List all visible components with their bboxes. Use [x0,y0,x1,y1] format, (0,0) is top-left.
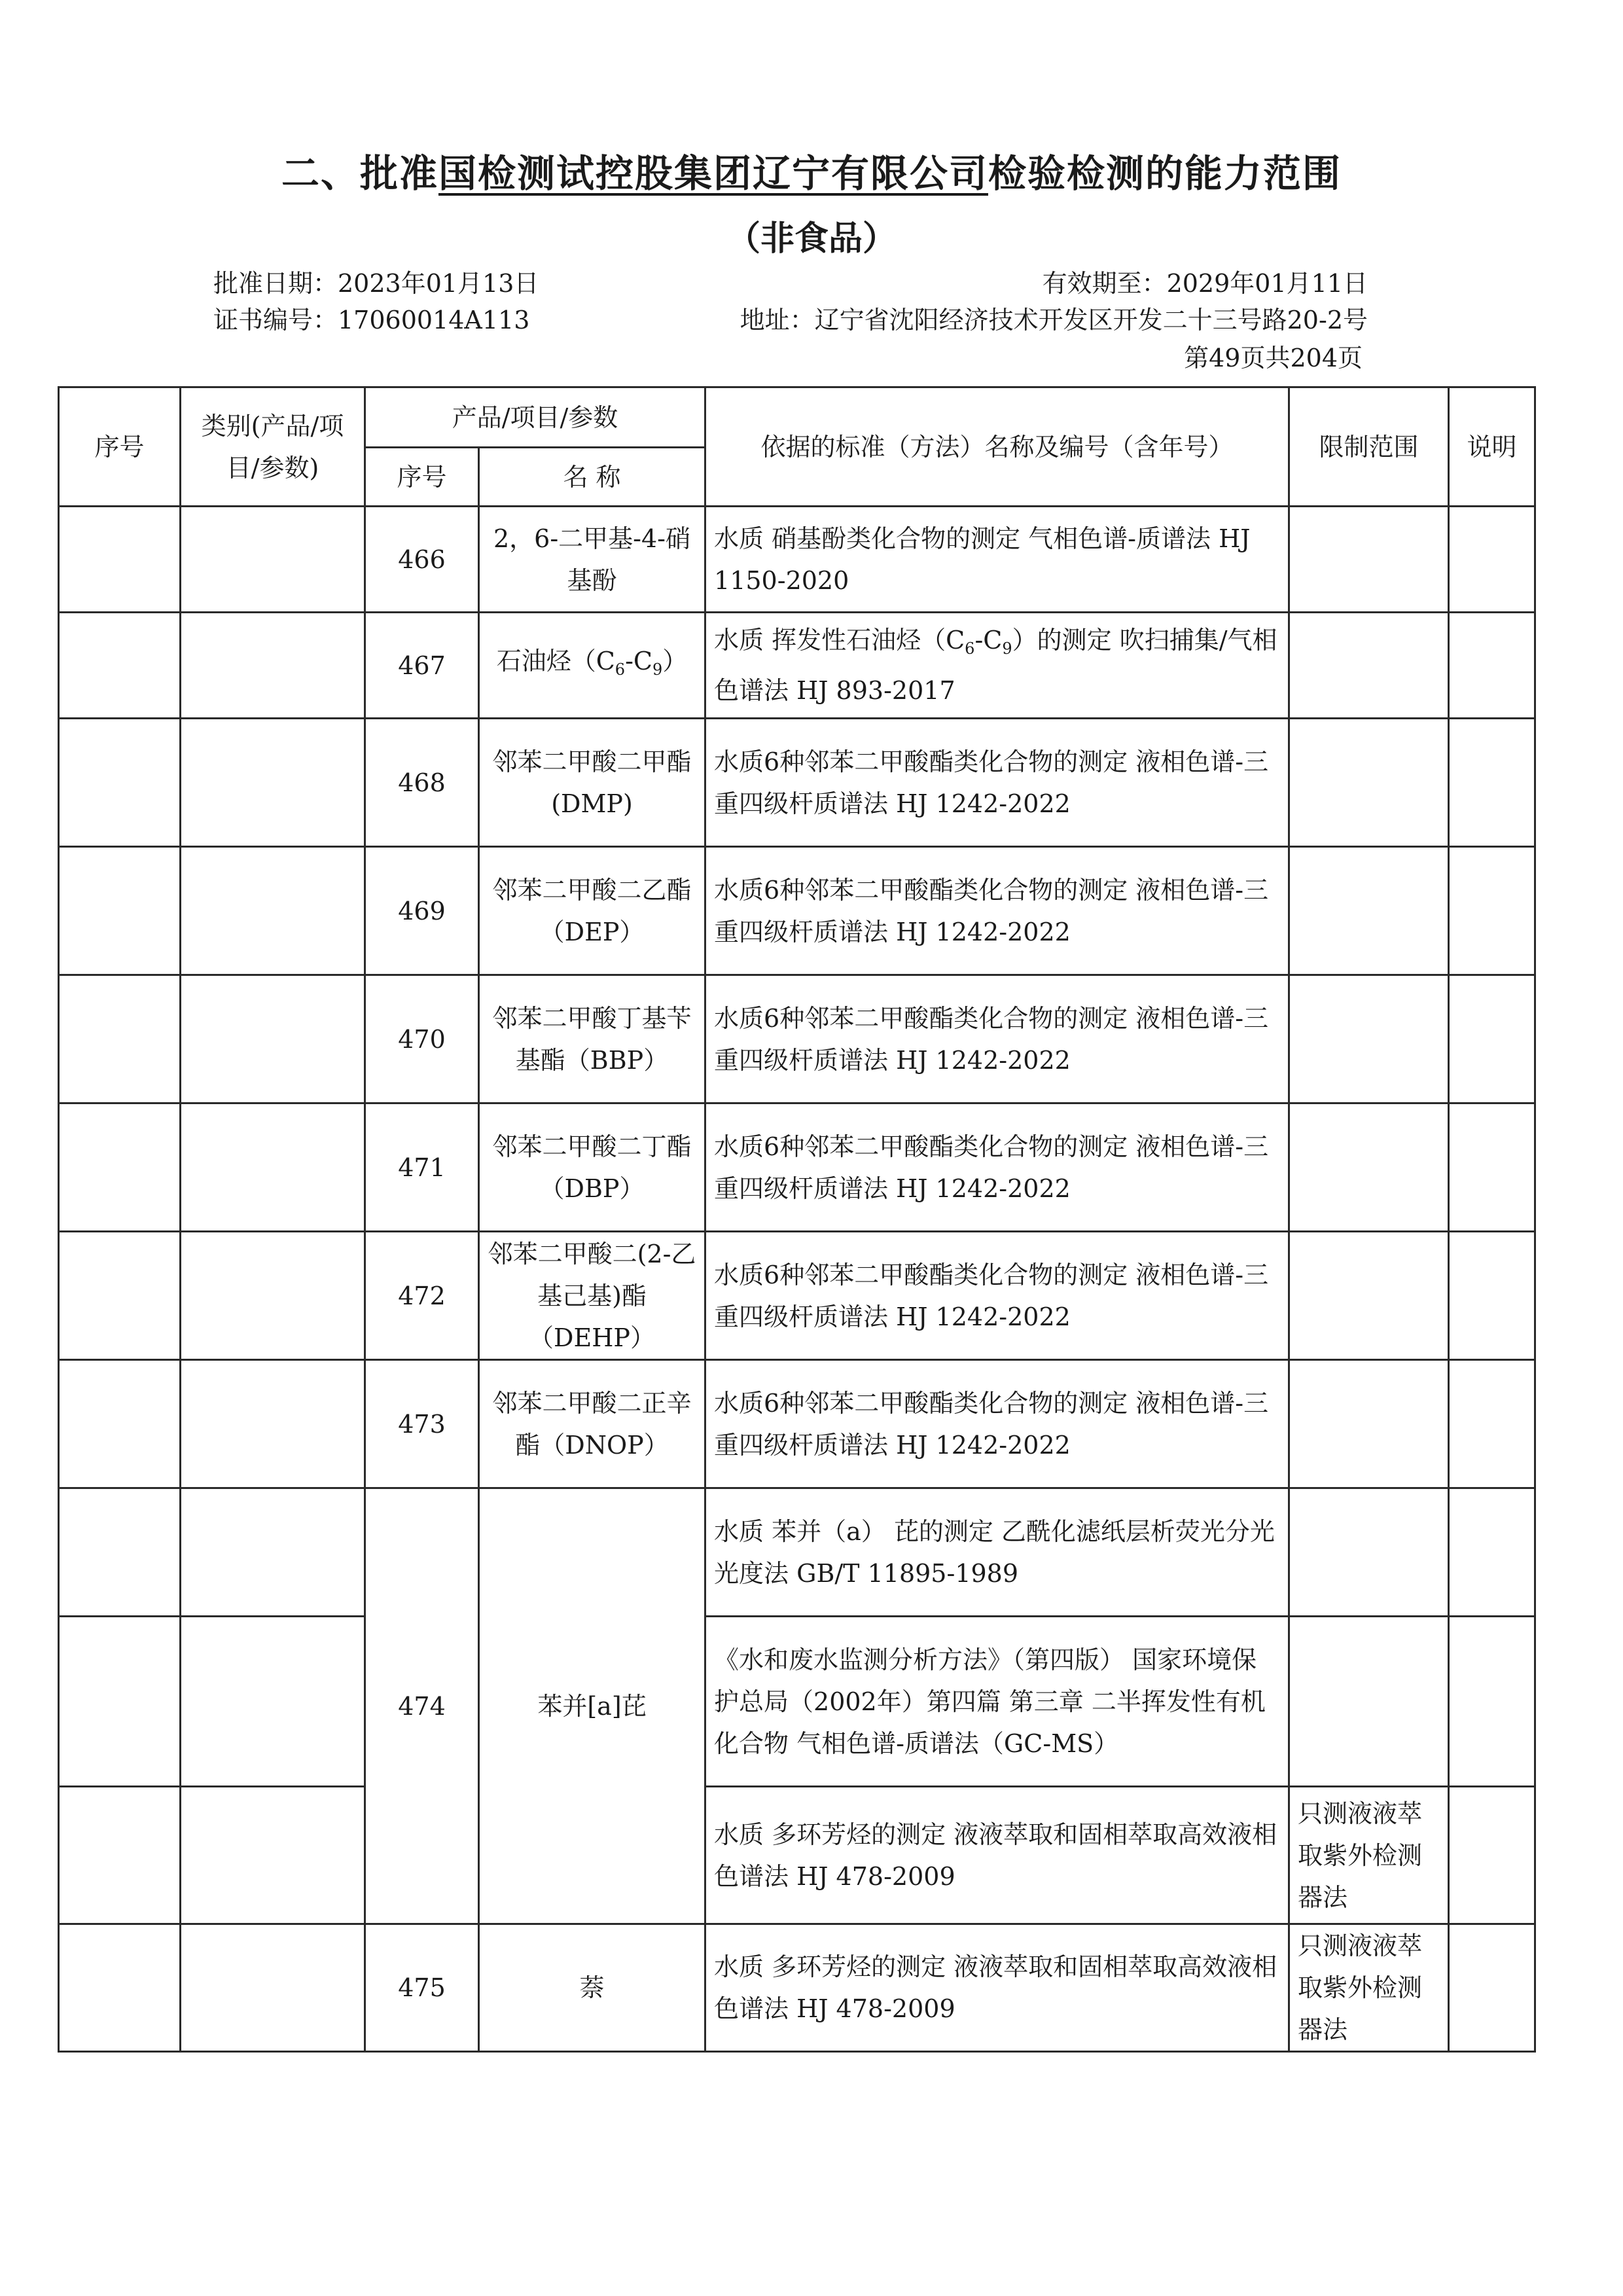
cell-standard: 水质6种邻苯二甲酸酯类化合物的测定 液相色谱-三重四级杆质谱法 HJ 1242-2022 [705,975,1289,1103]
cell-limit [1289,507,1449,613]
name-text: ） [662,647,688,675]
cell-sub-seq: 470 [365,975,479,1103]
cell-sub-seq: 469 [365,847,479,975]
cell-note [1449,1103,1535,1232]
standard-text: ）的测定 吹扫捕集/气相色谱法 HJ 893-2017 [714,626,1277,705]
title-prefix: 二、批准 [281,151,438,196]
table-row [59,1103,1535,1232]
cell-standard: 水质6种邻苯二甲酸酯类化合物的测定 液相色谱-三重四级杆质谱法 HJ 1242-2022 [705,847,1289,975]
title-organization: 国检测试控股集团辽宁有限公司 [438,151,988,196]
standard-text: 水质 挥发性石油烃（C [714,626,965,655]
cell-sub-seq: 466 [365,507,479,613]
cell-limit [1289,1232,1449,1360]
cell-name: 邻苯二甲酸二(2-乙基己基)酯（DEHP） [479,1232,705,1360]
cell-standard: 水质 多环芳烃的测定 液液萃取和固相萃取高效液相色谱法 HJ 478-2009 [705,1924,1289,2052]
cell-standard: 水质 苯并（a） 芘的测定 乙酰化滤纸层析荧光分光光度法 GB/T 11895-1989 [705,1488,1289,1617]
cell-category [181,507,365,613]
cell-note [1449,507,1535,613]
cell-limit [1289,1488,1449,1617]
name-text: -C [625,647,652,675]
cell-category [181,1103,365,1232]
cell-note [1449,1924,1535,2052]
cell-category [181,1360,365,1488]
cell-name: 2，6-二甲基-4-硝基酚 [479,507,705,613]
table-row [59,1924,1535,2052]
cell-note [1449,719,1535,847]
header-product-group: 产品/项目/参数 [365,387,705,448]
name-subscript: 9 [652,660,663,679]
cell-seq [59,847,181,975]
cell-category [181,1924,365,2052]
address: 地址：辽宁省沈阳经济技术开发区开发二十三号路20-2号 [740,306,1368,334]
cell-category [181,613,365,719]
cell-category [181,1232,365,1360]
certificate-number: 证书编号：17060014A113 [213,306,530,334]
page-title [0,143,1623,198]
cell-seq [59,1617,181,1787]
cell-name [479,613,705,719]
cell-limit [1289,613,1449,719]
cell-note [1449,613,1535,719]
cell-name: 邻苯二甲酸丁基苄基酯（BBP） [479,975,705,1103]
cell-note [1449,1232,1535,1360]
cell-name: 萘 [479,1924,705,2052]
cell-seq [59,1787,181,1924]
cell-standard [705,613,1289,719]
header-sub-name: 名 称 [479,448,705,507]
cell-seq [59,1488,181,1617]
table-row [59,613,1535,719]
cell-note [1449,1488,1535,1617]
table-row [59,1232,1535,1360]
page-info: 第49页共204页 [1184,344,1363,372]
cell-category [181,719,365,847]
page-subtitle: （非食品） [726,219,897,259]
cell-standard: 水质 多环芳烃的测定 液液萃取和固相萃取高效液相色谱法 HJ 478-2009 [705,1787,1289,1924]
cell-standard: 水质6种邻苯二甲酸酯类化合物的测定 液相色谱-三重四级杆质谱法 HJ 1242-2022 [705,1232,1289,1360]
standard-subscript: 6 [965,639,975,658]
standard-subscript: 9 [1002,639,1012,658]
cell-limit [1289,1617,1449,1787]
cell-name: 邻苯二甲酸二正辛酯（DNOP） [479,1360,705,1488]
approval-date: 批准日期：2023年01月13日 [213,269,539,298]
cell-seq [59,1103,181,1232]
cell-limit: 只测液液萃取紫外检测器法 [1289,1924,1449,2052]
cell-limit: 只测液液萃取紫外检测器法 [1289,1787,1449,1924]
table-row [59,719,1535,847]
cell-sub-seq: 475 [365,1924,479,2052]
header-category: 类别(产品/项目/参数) [181,387,365,507]
cell-name: 邻苯二甲酸二丁酯（DBP） [479,1103,705,1232]
cell-limit [1289,719,1449,847]
standard-text: -C [974,626,1003,655]
header-note: 说明 [1449,387,1535,507]
cell-standard: 水质 硝基酚类化合物的测定 气相色谱-质谱法 HJ 1150-2020 [705,507,1289,613]
name-subscript: 6 [615,660,626,679]
cell-name: 邻苯二甲酸二乙酯（DEP） [479,847,705,975]
cell-sub-seq: 467 [365,613,479,719]
cell-name: 苯并[a]芘 [479,1488,705,1924]
cell-sub-seq: 473 [365,1360,479,1488]
cell-seq [59,719,181,847]
cell-note [1449,1617,1535,1787]
cell-seq [59,507,181,613]
cell-limit [1289,975,1449,1103]
cell-limit [1289,847,1449,975]
cell-seq [59,1360,181,1488]
cell-seq [59,613,181,719]
cell-name: 邻苯二甲酸二甲酯(DMP) [479,719,705,847]
table-row [59,507,1535,613]
table-row [59,847,1535,975]
name-text: 石油烃（C [496,647,615,675]
cell-seq [59,975,181,1103]
cell-note [1449,975,1535,1103]
table-row [59,1488,1535,1617]
cell-note [1449,1360,1535,1488]
cell-category [181,1617,365,1787]
cell-sub-seq: 472 [365,1232,479,1360]
cell-sub-seq: 474 [365,1488,479,1924]
cell-category [181,847,365,975]
header-limit: 限制范围 [1289,387,1449,507]
cell-category [181,1787,365,1924]
capability-table [58,386,1536,2053]
cell-seq [59,1924,181,2052]
cell-standard: 水质6种邻苯二甲酸酯类化合物的测定 液相色谱-三重四级杆质谱法 HJ 1242-2022 [705,719,1289,847]
cell-standard: 水质6种邻苯二甲酸酯类化合物的测定 液相色谱-三重四级杆质谱法 HJ 1242-2022 [705,1360,1289,1488]
table-row [59,1787,1535,1924]
header-seq: 序号 [59,387,181,507]
cell-limit [1289,1103,1449,1232]
cell-category [181,1488,365,1617]
cell-limit [1289,1360,1449,1488]
cell-standard: 水质6种邻苯二甲酸酯类化合物的测定 液相色谱-三重四级杆质谱法 HJ 1242-2022 [705,1103,1289,1232]
cell-note [1449,1787,1535,1924]
cell-sub-seq: 468 [365,719,479,847]
cell-note [1449,847,1535,975]
valid-until: 有效期至：2029年01月11日 [1042,269,1368,298]
table-row [59,1617,1535,1787]
cell-standard: 《水和废水监测分析方法》（第四版） 国家环境保护总局（2002年）第四篇 第三章 二半挥发性有机化合物 气相色谱-质谱法（GC-MS） [705,1617,1289,1787]
cell-sub-seq: 471 [365,1103,479,1232]
title-suffix: 检验检测的能力范围 [988,151,1342,196]
cell-category [181,975,365,1103]
cell-seq [59,1232,181,1360]
table-row [59,1360,1535,1488]
table-row [59,975,1535,1103]
header-standard: 依据的标准（方法）名称及编号（含年号） [705,387,1289,507]
header-sub-seq: 序号 [365,448,479,507]
